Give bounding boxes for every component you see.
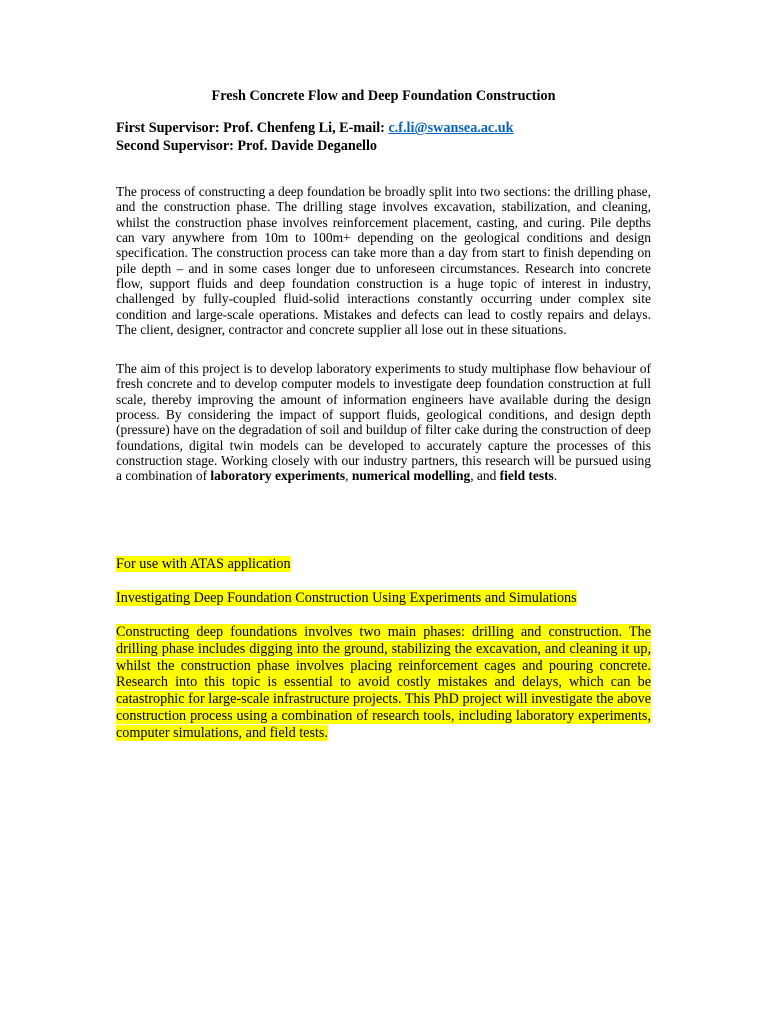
keyword-separator: , [345, 468, 352, 484]
supervisor-block [116, 120, 651, 155]
keyword-numerical-modelling: numerical modelling [351, 468, 471, 484]
atas-summary [116, 624, 651, 742]
keyword-separator: , and [470, 468, 500, 484]
second-supervisor-line: Second Supervisor: Prof. Davide Deganello [116, 137, 378, 154]
first-supervisor-label: First Supervisor: Prof. Chenfeng Li, E-mail: [116, 120, 389, 136]
atas-label [116, 556, 291, 573]
atas-project-title [116, 590, 577, 607]
paragraph-project-aim [116, 361, 651, 484]
atas-summary-text: Constructing deep foundations involves two main phases: drilling and construction. The drilling phase includes digging into the ground, stabilizing the excavation, and cleaning it up, whilst the construction phase involves placing reinforcement cages and pouring concrete. Research into this topic is essential to avoid costly mistakes and delays, which can be catastrophic for large-scale infrastructure projects. This PhD project will investigate the above construction process using a combination of research tools, including laboratory experiments, computer simulations, and field tests. [116, 624, 651, 741]
atas-label-text: For use with ATAS application [116, 556, 291, 572]
paragraph-end-punctuation: . [553, 468, 558, 484]
paragraph-overview: The process of constructing a deep foundation be broadly split into two sections: the drilling phase, and the construction phase. The drilling stage involves excavation, stabilization, and cleaning, whilst the construction phase involves reinforcement placement, casting, and curing. Pile depths can vary anywhere from 10m to 100m+ depending on the geological conditions and design specification. The construction process can take more than a day from start to finish depending on pile depth – and in some cases longer due to unforeseen circumstances. Research into concrete flow, support fluids and deep foundation construction is a huge topic of interest in industry, challenged by fully-coupled fluid-solid interactions constantly occurring under complex site condition and large-scale operations. Mistakes and defects can lead to costly repairs and delays. The client, designer, contractor and concrete supplier all lose out in these situations. [116, 184, 651, 338]
keyword-laboratory-experiments: laboratory experiments [210, 468, 346, 484]
paragraph-aim-text: The aim of this project is to develop laboratory experiments to study multiphase flow behaviour of fresh concrete and to develop computer models to investigate deep foundation construction at full scale, thereby improving the amount of information engineers have available during the design process. By considering the impact of support fluids, geological conditions, and design depth (pressure) have on the degradation of soil and buildup of filter cake during the construction of deep foundations, digital twin models can be developed to accurately capture the processes of this construction stage. Working closely with our industry partners, this research will be pursued using a combination of [116, 361, 651, 484]
document-title: Fresh Concrete Flow and Deep Foundation Construction [211, 88, 556, 104]
first-supervisor-line [116, 120, 651, 138]
atas-project-title-text: Investigating Deep Foundation Construction Using Experiments and Simulations [116, 590, 577, 606]
supervisor-email-link[interactable]: c.f.li@swansea.ac.uk [388, 120, 514, 136]
keyword-field-tests: field tests [499, 468, 554, 484]
